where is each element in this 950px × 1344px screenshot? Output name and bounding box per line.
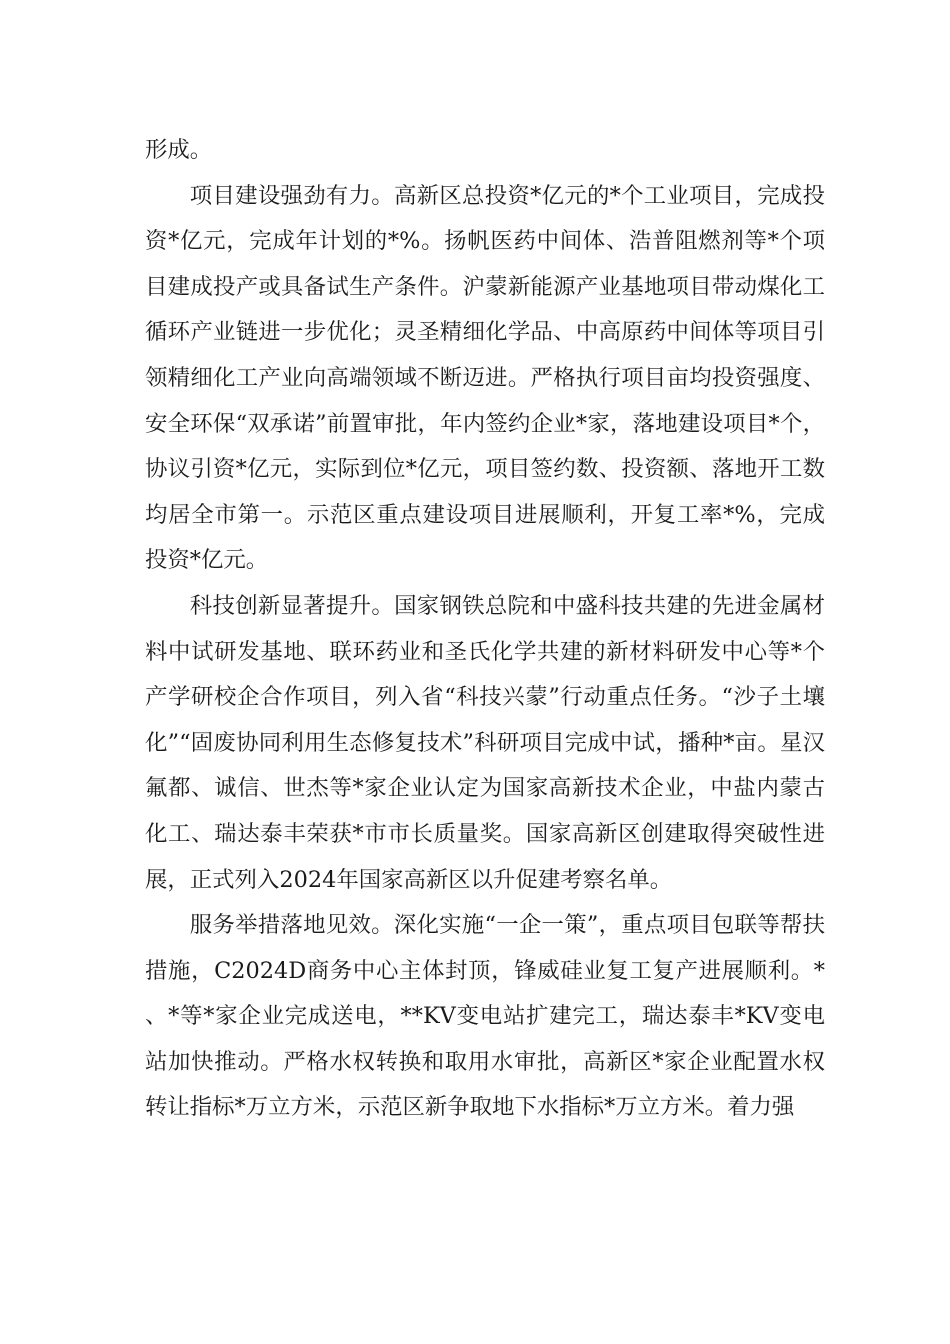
- paragraph-continuation: 形成。: [145, 137, 213, 163]
- paragraph-tech-innovation: 科技创新显著提升。国家钢铁总院和中盛科技共建的先进金属材料中试研发基地、联环药业和圣氏化学共建的新材料研发中心等*个产学研校企合作项目，列入省“科技兴蒙”行动重点任务。“沙子土壤化”“固废协同利用生态修复技术”科研项目完成中试，播种*亩。星汉氟都、诚信、世杰等*家企业认定为国家高新技术企业，中盐内蒙古化工、瑞达泰丰荣获*市市长质量奖。国家高新区创建取得突破性进展，正式列入2024年国家高新区以升促建考察名单。: [145, 592, 825, 893]
- document-body: [145, 128, 825, 1131]
- paragraph-service-measures: 服务举措落地见效。深化实施“一企一策”，重点项目包联等帮扶措施，C2024D商务中心主体封顶，锋威硅业复工复产进展顺利。*、*等*家企业完成送电，**KV变电站扩建完工，瑞达泰丰*KV变电站加快推动。严格水权转换和取用水审批，高新区*家企业配置水权转让指标*万立方米，示范区新争取地下水指标*万立方米。着力强: [145, 912, 825, 1121]
- paragraph-project-construction: 项目建设强劲有力。高新区总投资*亿元的*个工业项目，完成投资*亿元，完成年计划的*%。扬帆医药中间体、浩普阻燃剂等*个项目建成投产或具备试生产条件。沪蒙新能源产业基地项目带动煤化工循环产业链进一步优化；灵圣精细化学品、中高原药中间体等项目引领精细化工产业向高端领域不断迈进。严格执行项目亩均投资强度、安全环保“双承诺”前置审批，年内签约企业*家，落地建设项目*个，协议引资*亿元，实际到位*亿元，项目签约数、投资额、落地开工数均居全市第一。示范区重点建设项目进展顺利，开复工率*%，完成投资*亿元。: [145, 182, 825, 574]
